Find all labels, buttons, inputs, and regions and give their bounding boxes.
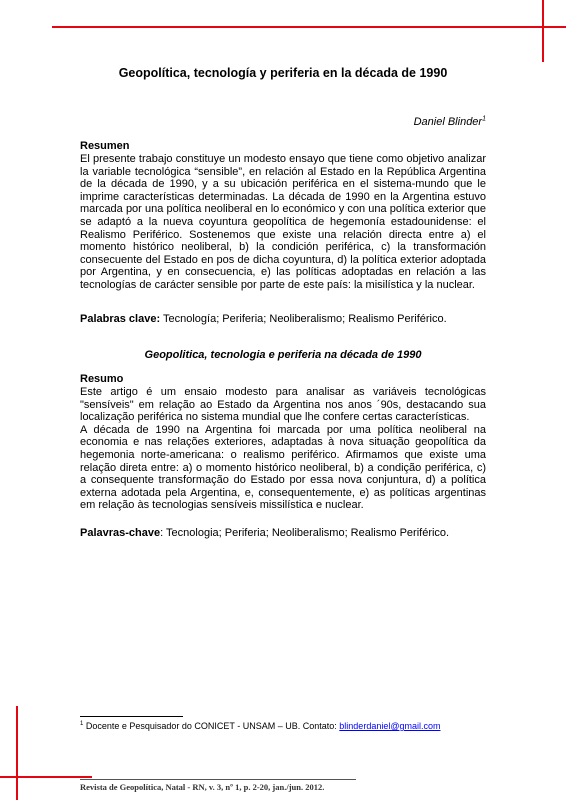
journal-footer-rule bbox=[80, 779, 356, 780]
journal-footer: Revista de Geopolítica, Natal - RN, v. 3, nº 1, p. 2-20, jan./jun. 2012. bbox=[80, 782, 325, 792]
footnote bbox=[80, 721, 500, 732]
decor-line-top bbox=[52, 26, 566, 28]
abstract-es-text: El presente trabajo constituye un modesto ensayo que tiene como objetivo analizar la variable tecnológica “sensible”, en relación al Estado en la República Argentina de la década de 1990, y a su ubicación periférica en el sistema-mundo que le imprime características determinadas. La década de 1990 en la Argentina estuvo marcada por una política neoliberal en lo económico y con una política exterior que se adaptó a la nueva coyuntura geopolítica de hegemonía estadounidense: el Realismo Periférico. Sostenemos que existe una relación directa entre a) el momento histórico neoliberal, b) la condición periférica, c) la transformación consecuente del Estado en pos de dicha coyuntura, d) la política exterior adoptada por Argentina, y en consecuencia, e) las políticas adoptadas en relación a las tecnologías de carácter sensible por parte de este país: la misilística y la nuclear. bbox=[80, 153, 486, 291]
footnote-mark: 1 bbox=[80, 721, 84, 727]
abstract-portuguese bbox=[80, 373, 486, 512]
abstract-pt-paragraph-2: A década de 1990 na Argentina foi marcada por uma política neoliberal na economia e nas relações exteriores, adaptadas à nova situação geopolítica da hegemonia norte-americana: o realismo periférico. Afirmamos que existe uma relação direta entre: a) o momento histórico neoliberal, b) a condição periférica, c) a consequente transformação do Estado por essa nova conjuntura, d) a política externa adotada pela Argentina, e, consequentemente, e) as políticas argentinas em relação às tecnologias sensíveis missilística e nuclear. bbox=[80, 423, 486, 512]
article-author bbox=[290, 115, 486, 129]
abstract-pt-heading: Resumo bbox=[80, 373, 124, 385]
keywords-es-label: Palabras clave: bbox=[80, 313, 161, 325]
keywords-pt-list: : Tecnologia; Periferia; Neoliberalismo; Realismo Periférico. bbox=[160, 527, 450, 539]
decor-line-left-vertical bbox=[16, 706, 18, 800]
footnote-text: Docente e Pesquisador do CONICET - UNSAM – UB. Contato: bbox=[83, 721, 340, 731]
abstract-spanish bbox=[80, 140, 486, 292]
decor-line-top-vertical bbox=[542, 0, 544, 62]
abstract-pt-paragraph-1: Este artigo é um ensaio modesto para analisar as variáveis tecnológicas "sensíveis" em relação ao Estado da Argentina nos anos ´90s, destacando sua localização periférica no sistema mundial que lhe confere certas características. bbox=[80, 386, 486, 424]
abstract-es-heading: Resumen bbox=[80, 140, 130, 152]
author-email-link[interactable]: blinderdaniel@gmail.com bbox=[339, 721, 441, 731]
keywords-pt-label: Palavras-chave bbox=[80, 527, 161, 539]
author-name: Daniel Blinder bbox=[413, 116, 483, 128]
decor-line-bottom bbox=[0, 776, 92, 778]
author-footnote-mark: 1 bbox=[482, 115, 486, 123]
article-title-portuguese: Geopolitica, tecnologia e periferia na década de 1990 bbox=[144, 349, 422, 361]
article-title: Geopolítica, tecnología y periferia en la década de 1990 bbox=[118, 66, 448, 80]
keywords-es-list: Tecnología; Periferia; Neoliberalismo; Realismo Periférico. bbox=[160, 313, 447, 325]
keywords-portuguese bbox=[80, 527, 486, 540]
footnote-separator bbox=[80, 716, 183, 717]
keywords-spanish bbox=[80, 313, 486, 326]
